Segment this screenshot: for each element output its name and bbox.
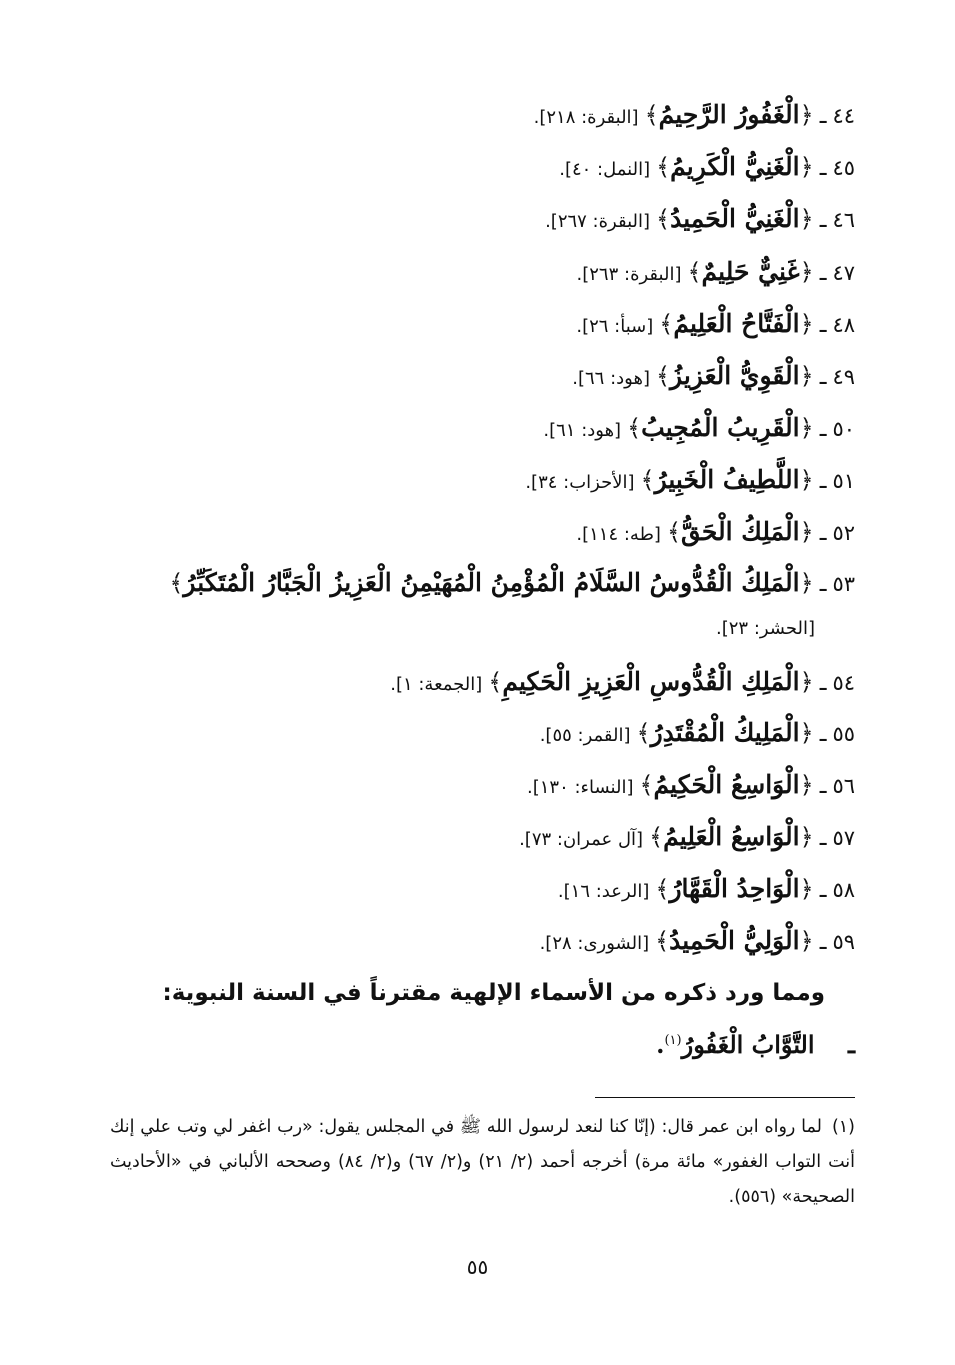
quran-reference: [سبأ: ٢٦].: [576, 316, 654, 337]
list-item: ٥٠ـ﴿الْقَرِيبُ الْمُجِيبُ﴾[هود: ٦١].: [543, 413, 855, 442]
quran-reference: [الحشر: ٢٣].: [716, 618, 815, 639]
item-number: ٥٣: [832, 572, 855, 596]
quran-reference: [النساء: ١٣٠].: [526, 777, 634, 798]
list-item: ٥٦ـ﴿الْوَاسِعُ الْحَكِيمُ﴾[النساء: ١٣٠].: [526, 770, 855, 799]
quran-reference: [القمر: ٥٥].: [539, 725, 631, 746]
quran-reference: [هود: ٦٦].: [572, 368, 650, 389]
quran-reference: [الأحزاب: ٣٤].: [525, 472, 635, 493]
list-item: ٥٣ـ﴿الْمَلِكُ الْقُدُّوسُ السَّلَامُ الْمُؤْمِنُ الْمُهَيْمِنُ الْعَزِيزُ الْجَبَّارُ الْمُتَكَبِّرُ﴾: [169, 568, 855, 597]
item-number: ٥٦: [832, 774, 855, 798]
item-number: ٥٥: [832, 722, 855, 746]
item-number: ٥١: [832, 469, 855, 493]
list-item: ٥٤ـ﴿الْمَلِكِ الْقُدُّوسِ الْعَزِيزِ الْحَكِيمِ﴾[الجمعة: ١].: [390, 667, 855, 696]
quran-reference: [طه: ١١٤].: [576, 524, 661, 545]
item-number: ٤٨: [832, 313, 855, 337]
divine-names: الْمَلِكُ الْقُدُّوسُ السَّلَامُ الْمُؤْمِنُ الْمُهَيْمِنُ الْعَزِيزُ الْجَبَّارُ الْمُتَكَبِّرُ: [183, 568, 800, 597]
page-number: ٥٥: [466, 1255, 489, 1279]
quran-reference: [آل عمران: ٧٣].: [519, 829, 644, 850]
item-number: ٥٤: [832, 671, 855, 695]
quran-reference: [النمل: ٤٠].: [559, 159, 651, 180]
footnote-reference: (١): [664, 1033, 682, 1048]
item-number: ٤٦: [832, 208, 855, 232]
quran-reference: [البقرة: ٢١٨].: [533, 107, 639, 128]
list-item: ٥٩ـ﴿الْوَلِيُّ الْحَمِيدُ﴾[الشورى: ٢٨].: [539, 926, 855, 955]
divine-names: اللَّطِيفُ الْخَبِيرُ: [654, 465, 800, 494]
list-item: ٤٤ـ﴿الْغَفُورُ الرَّحِيمُ﴾[البقرة: ٢١٨].: [533, 100, 855, 129]
divine-names: التَّوَّابُ الْغَفُورُ: [681, 1030, 815, 1059]
divine-names: الْوَاحِدُ الْقَهَّارُ: [669, 874, 800, 903]
item-number: ٥٠: [832, 417, 855, 441]
quran-reference: [البقرة: ٢٦٧].: [545, 211, 651, 232]
list-item: ٥١ـ﴿اللَّطِيفُ الْخَبِيرُ﴾[الأحزاب: ٣٤].: [525, 465, 855, 494]
divine-names: الْغَنِيُّ الْحَمِيدُ: [670, 204, 800, 233]
list-item: ٥٨ـ﴿الْوَاحِدُ الْقَهَّارُ﴾[الرعد: ١٦].: [557, 874, 855, 903]
list-item: ٤٩ـ﴿الْقَوِيُّ الْعَزِيزُ﴾[هود: ٦٦].: [572, 361, 855, 390]
item-number: ٥٢: [832, 521, 855, 545]
list-item: ٤٦ـ﴿الْغَنِيُّ الْحَمِيدُ﴾[البقرة: ٢٦٧].: [545, 204, 855, 233]
item-number: ٤٧: [832, 261, 855, 285]
divine-names: الْمَلِكِ الْقُدُّوسِ الْعَزِيزِ الْحَكِيمِ: [502, 667, 800, 696]
quran-reference: [الشورى: ٢٨].: [539, 933, 650, 954]
item-number: ٥٧: [832, 826, 855, 850]
list-item: ٤٨ـ﴿الْفَتَّاحُ الْعَلِيمُ﴾[سبأ: ٢٦].: [576, 309, 855, 338]
bullet-dash: ـ: [847, 1030, 855, 1059]
footnote-divider: [595, 1097, 855, 1098]
item-number: ٤٥: [832, 156, 855, 180]
footnote-text: لما رواه ابن عمر قال: (إنّا كنا لنعد لرسول الله ﷺ في المجلس يقول: «رب اغفر لي وتب علي إنك أنت التواب الغفور» مائة مرة) أخرجه أحمد (٢/ ٢١) و(٢/ ٦٧) و(٢/ ٨٤) وصححه الألباني في «الأحاديث الصحيحة» (٥٥٦).: [110, 1117, 855, 1207]
section-heading: ومما ورد ذكره من الأسماء الإلهية مقترناً في السنة النبوية:: [162, 980, 825, 1006]
divine-names: الْفَتَّاحُ الْعَلِيمُ: [673, 309, 800, 338]
footnote: [110, 1110, 855, 1215]
item-number: ٤٤: [832, 104, 855, 128]
divine-names: الْوَاسِعُ الْعَلِيمُ: [663, 822, 800, 851]
quran-reference: [البقرة: ٢٦٣].: [576, 264, 682, 285]
item-number: ٥٩: [832, 930, 855, 954]
divine-names: الْغَنِيُّ الْكَرِيمُ: [670, 152, 800, 181]
divine-names: الْقَوِيُّ الْعَزِيزُ: [670, 361, 800, 390]
list-item: ٥٢ـ﴿الْمَلِكُ الْحَقُّ﴾[طه: ١١٤].: [576, 517, 855, 546]
quran-reference: [هود: ٦١].: [543, 420, 622, 441]
divine-names: الْوَلِيُّ الْحَمِيدُ: [669, 926, 800, 955]
divine-names: الْوَاسِعُ الْحَكِيمُ: [653, 770, 800, 799]
item-number: ٤٩: [832, 365, 855, 389]
footnote-number: (١): [831, 1117, 855, 1137]
divine-names: الْمَلِيكُ الْمُقْتَدِرُ: [650, 718, 800, 747]
list-item: ٥٧ـ﴿الْوَاسِعُ الْعَلِيمُ﴾[آل عمران: ٧٣].: [519, 822, 855, 851]
divine-names: الْقَرِيبُ الْمُجِيبُ: [641, 413, 800, 442]
item-number: ٥٨: [832, 878, 855, 902]
quran-reference: [الجمعة: ١].: [390, 674, 483, 695]
divine-names: الْمَلِكُ الْحَقُّ: [681, 517, 800, 546]
quran-reference: [الرعد: ١٦].: [557, 881, 650, 902]
bullet-item: ـ التَّوَّابُ الْغَفُورُ$^{(١)}$.: [656, 1030, 855, 1059]
divine-names: غَنِيٌّ حَلِيمٌ: [701, 257, 800, 286]
list-item: ٤٥ـ﴿الْغَنِيُّ الْكَرِيمُ﴾[النمل: ٤٠].: [559, 152, 855, 181]
list-item: ٤٧ـ﴿غَنِيٌّ حَلِيمٌ﴾[البقرة: ٢٦٣].: [576, 257, 855, 286]
divine-names: الْغَفُورُ الرَّحِيمُ: [658, 100, 800, 129]
list-item: ٥٥ـ﴿الْمَلِيكُ الْمُقْتَدِرُ﴾[القمر: ٥٥].: [539, 718, 855, 747]
